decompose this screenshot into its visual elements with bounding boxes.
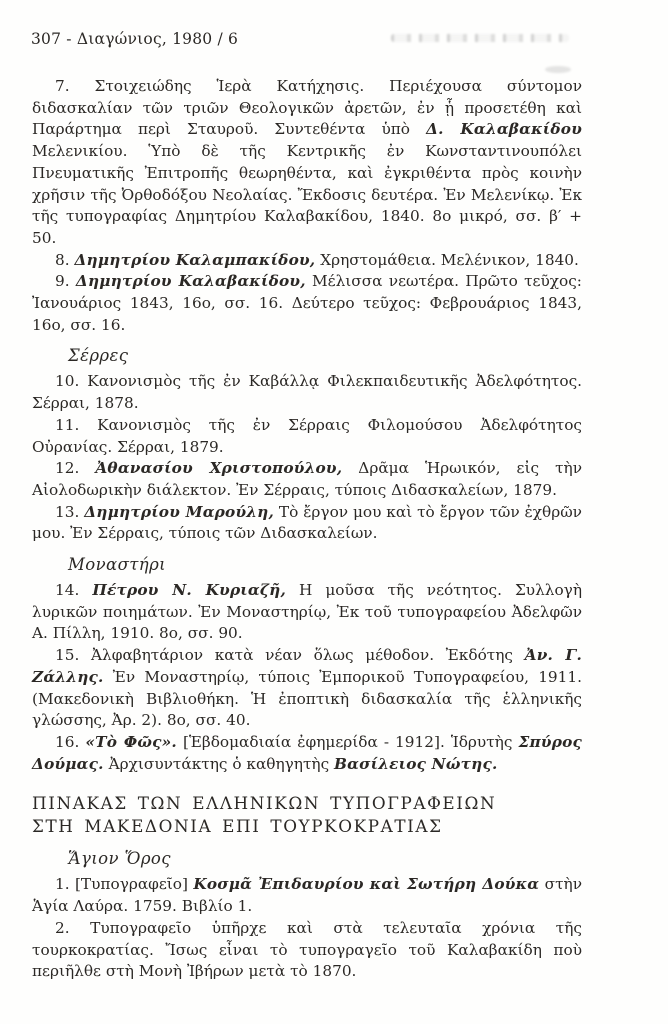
entry-8-text: Χρηστομάθεια. Μελένικον, 1840. — [315, 250, 579, 269]
entry-8 — [32, 250, 582, 272]
entry-15-text-cont: Ἐν Μοναστηρίῳ, τύποις Ἐμπορικοῦ Τυπογραφείου, 1911. (Μακεδονικὴ Βιβλιοθήκη. Ἡ ἐποπτικὴ διδασκαλία τῆς ἑλληνικῆς γλώσσης, Ἀρ. 2). 8ο, σσ. 40. — [32, 667, 582, 730]
entry-16-text: [Ἑβδομαδιαία ἐφημερίδα - 1912]. Ἱδρυτὴς — [176, 732, 519, 751]
entry-7-text-cont: Μελενικίου. Ὑπὸ δὲ τῆς Κεντρικῆς ἐν Κωνσταντινουπόλει Πνευματικῆς Ἐπιτροπῆς θεωρηθέντα, καὶ ἐγκριθέντα πρὸς κοινὴν χρῆσιν τῆς Ὀρθοδόξου Νεολαίας. Ἔκδοσις δευτέρα. Ἐν Μελενίκῳ. Ἐκ τῆς τυπογραφίας Δημητρίου Καλαβακίδου, 1840. 8ο μικρό, σσ. β′ + 50. — [32, 142, 582, 247]
section-heading-monastiri: Μοναστήρι — [68, 555, 167, 575]
entry-15 — [32, 645, 582, 732]
entry-16-number: 16. — [55, 732, 86, 751]
entry-7-text: 7. Στοιχειώδης Ἱερὰ Κατήχησις. Περιέχουσα σύντομον διδασκαλίαν τῶν τριῶν Θεολογικῶν ἀρετῶν, ἐν ᾗ προσετέθη καὶ Παράρτημα περὶ Σταυροῦ. Συντεθέντα ὑπὸ — [32, 77, 582, 139]
athos-entry-1-printers: Κοσμᾶ Ἐπιδαυρίου καὶ Σωτήρη Δούκα — [193, 875, 540, 894]
entry-14-author: Πέτρου Ν. Κυριαζῆ, — [92, 581, 286, 600]
entry-13-number: 13. — [55, 502, 85, 521]
athos-entry-1-text: 1. [Τυπογραφεῖο] — [55, 875, 194, 894]
section-heading-serres: Σέρρες — [68, 346, 129, 366]
section-heading-athos: Ἅγιον Ὅρος — [68, 849, 171, 869]
table-title-line1: ΠΙΝΑΚΑΣ ΤΩΝ ΕΛΛΗΝΙΚΩΝ ΤΥΠΟΓΡΑΦΕΙΩΝ — [32, 793, 497, 814]
entry-8-author: Δημητρίου Καλαμπακίδου, — [74, 250, 316, 269]
entry-13-author: Δημητρίου Μαρούλη, — [84, 502, 275, 521]
entry-10 — [32, 371, 582, 414]
entry-12 — [32, 458, 582, 501]
entry-12-text: Δρᾶμα Ἡρωικόν, εἰς τὴν Αἰολοδωρικὴν διάλεκτον. Ἐν Σέρραις, τύποις Διδασκαλείων, 1879. — [32, 459, 582, 499]
entry-11 — [32, 415, 582, 458]
scan-artifact-smudge — [391, 34, 569, 42]
table-title-line2: ΣΤΗ ΜΑΚΕΔΟΝΙΑ ΕΠΙ ΤΟΥΡΚΟΚΡΑΤΙΑΣ — [32, 816, 443, 837]
entry-12-number: 12. — [55, 459, 96, 478]
scan-artifact-dot — [545, 66, 571, 73]
entry-13 — [32, 502, 582, 545]
entry-9-text: Μέλισσα νεωτέρα. Πρῶτο τεῦχος: Ἰανουάριος 1843, 16ο, σσ. 16. Δεύτερο τεῦχος: Φεβρουάριος 1843, 16ο, σσ. 16. — [32, 272, 582, 334]
entry-16-editor: Βασίλειος Νώτης. — [334, 754, 498, 773]
entry-14 — [32, 580, 582, 645]
entry-15-publisher: Ἀν. Γ. Ζάλλης. — [32, 646, 582, 686]
entry-14-number: 14. — [55, 581, 93, 600]
entry-16-founder: Σπύρος Δούμας. — [32, 732, 582, 773]
entry-12-author: Ἀθανασίου Χριστοπούλου, — [95, 459, 343, 478]
entry-15-text: 15. Ἀλφαβητάριον κατὰ νέαν ὅλως μέθοδον. Ἐκδότης — [55, 646, 525, 665]
entry-16 — [32, 732, 582, 775]
entry-11-text: 11. Κανονισμὸς τῆς ἐν Σέρραις Φιλομούσου Ἀδελφότητος Οὐρανίας. Σέρραι, 1879. — [32, 415, 582, 456]
entry-7-author: Δ. Καλαβακίδου — [426, 120, 583, 139]
entry-9-author: Δημητρίου Καλαβακίδου, — [75, 272, 306, 291]
running-header: 307 - Διαγώνιος, 1980 / 6 — [31, 30, 239, 48]
entry-10-text: 10. Κανονισμὸς τῆς ἐν Καβάλλᾳ Φιλεκπαιδευτικῆς Ἀδελφότητος. Σέρραι, 1878. — [32, 372, 582, 413]
entry-7 — [32, 76, 582, 250]
entry-9-number: 9. — [55, 272, 76, 291]
table-of-presses-title — [32, 792, 582, 838]
entry-9 — [32, 271, 582, 336]
athos-entry-1-text-cont: στὴν Ἁγία Λαύρα. 1759. Βιβλίο 1. — [32, 875, 582, 916]
entry-16-text-cont: Ἀρχισυντάκτης ὁ καθηγητὴς — [103, 754, 335, 773]
entry-16-title: «Τὸ Φῶς». — [85, 732, 177, 751]
text-column — [32, 76, 582, 983]
athos-entry-2-text: 2. Τυπογραφεῖο ὑπῆρχε καὶ στὰ τελευταῖα χρόνια τῆς τουρκοκρατίας. Ἴσως εἶναι τὸ τυπογραγεῖο τοῦ Καλαβακίδη ποὺ περιῆλθε στὴ Μονὴ Ἰβήρων μετὰ τὸ 1870. — [32, 918, 582, 981]
entry-8-number: 8. — [55, 250, 75, 269]
athos-entry-2 — [32, 918, 582, 983]
athos-entry-1 — [32, 874, 582, 917]
entry-13-text: Τὸ ἔργον μου καὶ τὸ ἔργον τῶν ἐχθρῶν μου. Ἐν Σέρραις, τύποις τῶν Διδασκαλείων. — [32, 502, 582, 543]
entry-14-text: Η μοῦσα τῆς νεότητος. Συλλογὴ λυρικῶν ποιημάτων. Ἐν Μοναστηρίῳ, Ἐκ τοῦ τυπογραφείου Ἀδελφῶν Α. Πίλλη, 1910. 8ο, σσ. 90. — [32, 581, 582, 643]
